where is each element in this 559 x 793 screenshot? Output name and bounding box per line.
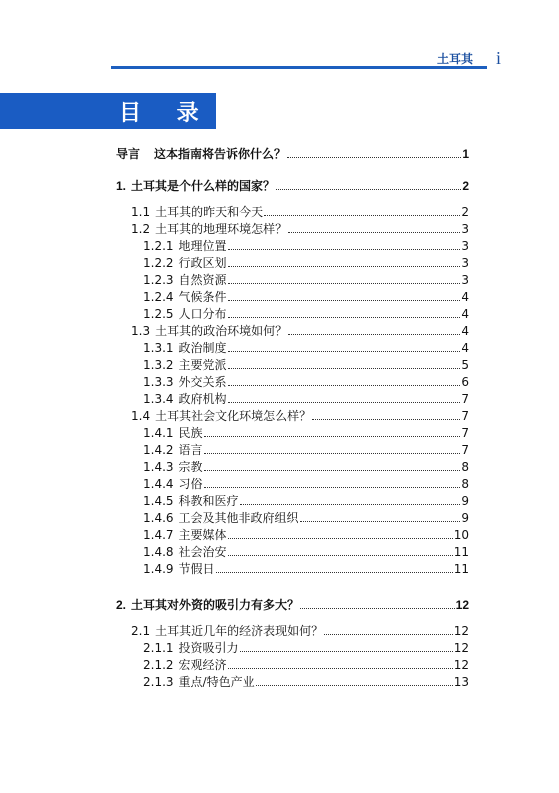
leader-dots	[256, 674, 453, 686]
toc-entry-page: 8	[461, 477, 469, 491]
running-header-title: 土耳其	[436, 52, 473, 66]
leader-dots	[228, 657, 453, 669]
toc-entry-number: 1.4.9	[143, 562, 174, 576]
toc-entry-title: 土耳其近几年的经济表现如何？	[155, 624, 324, 638]
toc-entry[interactable]	[0, 374, 559, 391]
toc-entry-page: 11	[453, 562, 469, 576]
leader-dots	[228, 340, 461, 352]
toc-entry-title: 重点/特色产业	[178, 675, 255, 689]
toc-entry-page: 9	[461, 511, 469, 525]
leader-dots	[240, 493, 461, 505]
toc-entry-number: 1.4.4	[143, 477, 174, 491]
leader-dots	[324, 623, 453, 635]
toc-entry[interactable]	[0, 221, 559, 238]
toc-entry-number: 1.2.5	[143, 307, 174, 321]
toc-entry-number: 1.1	[131, 205, 151, 219]
toc-entry-title: 土耳其的地理环境怎样？	[155, 222, 288, 236]
toc-entry[interactable]	[0, 272, 559, 289]
toc-entry[interactable]	[0, 306, 559, 323]
leader-dots	[228, 255, 461, 267]
toc-entry-title: 政府机构	[178, 392, 227, 406]
toc-entry-page: 3	[461, 273, 469, 287]
toc-entry[interactable]	[0, 510, 559, 527]
toc-entry-page: 4	[461, 324, 469, 338]
toc-entry-number: 2.1.2	[143, 658, 174, 672]
toc-entry-number: 1.2	[131, 222, 151, 236]
toc-entry-title: 地理位置	[178, 239, 227, 253]
leader-dots	[228, 238, 461, 250]
toc-entry-number: 2.	[116, 598, 127, 612]
toc-entry-number: 1.4.8	[143, 545, 174, 559]
toc-entry-title: 土耳其是个什么样的国家？	[131, 179, 276, 193]
toc-entry-title: 科教和医疗	[178, 494, 239, 508]
toc-entry-page: 9	[461, 494, 469, 508]
toc-entry-title: 投资吸引力	[178, 641, 239, 655]
toc-entry-number: 1.2.4	[143, 290, 174, 304]
leader-dots	[300, 597, 455, 609]
toc-entry[interactable]	[0, 425, 559, 442]
toc-entry-title: 土耳其的政治环境如何？	[155, 324, 288, 338]
toc-entry-page: 3	[461, 239, 469, 253]
toc-entry-number: 1.4.1	[143, 426, 174, 440]
toc-entry[interactable]	[0, 674, 559, 691]
toc-entry[interactable]	[0, 357, 559, 374]
toc-entry-title: 宗教	[178, 460, 203, 474]
toc-entry-title: 政治制度	[178, 341, 227, 355]
leader-dots	[216, 561, 453, 573]
toc-entry[interactable]	[0, 340, 559, 357]
leader-dots	[228, 272, 461, 284]
toc-entry-page: 7	[461, 392, 469, 406]
toc-entry-page: 12	[453, 624, 469, 638]
leader-dots	[312, 408, 460, 420]
leader-dots	[240, 640, 453, 652]
toc-entry-number: 1.2.1	[143, 239, 174, 253]
toc-entry-title: 主要媒体	[178, 528, 227, 542]
header-rule	[111, 66, 487, 69]
leader-dots	[204, 476, 461, 488]
toc-entry-number: 1.4.3	[143, 460, 174, 474]
running-header-page-number: i	[495, 48, 501, 68]
toc-entry[interactable]	[0, 623, 559, 640]
toc-entry-title: 习俗	[178, 477, 203, 491]
toc-entry[interactable]	[0, 323, 559, 340]
leader-dots	[276, 178, 461, 190]
toc-entry[interactable]	[0, 178, 559, 195]
toc-entry-page: 12	[455, 598, 469, 612]
toc-entry-page: 12	[453, 658, 469, 672]
toc-entry[interactable]	[0, 597, 559, 614]
toc-entry[interactable]	[0, 459, 559, 476]
leader-dots	[228, 289, 461, 301]
toc-entry-page: 2	[462, 179, 469, 193]
leader-dots	[288, 221, 460, 233]
leader-dots	[264, 204, 460, 216]
toc-entry[interactable]	[0, 146, 559, 163]
toc-entry-page: 1	[462, 147, 469, 161]
toc-entry-page: 4	[461, 341, 469, 355]
toc-entry-number: 导言	[116, 147, 141, 161]
toc-entry[interactable]	[0, 408, 559, 425]
toc-entry-page: 8	[461, 460, 469, 474]
toc-entry-title: 自然资源	[178, 273, 227, 287]
leader-dots	[300, 510, 461, 522]
toc-entry-number: 1.4.7	[143, 528, 174, 542]
toc-entry[interactable]	[0, 204, 559, 221]
toc-entry-page: 7	[461, 409, 469, 423]
toc-entry[interactable]	[0, 255, 559, 272]
leader-dots	[228, 374, 461, 386]
toc-entry-title: 外交关系	[178, 375, 227, 389]
toc-heading: 目 录	[119, 101, 213, 126]
toc-entry-number: 1.4.5	[143, 494, 174, 508]
toc-entry-number: 1.4	[131, 409, 151, 423]
leader-dots	[228, 544, 453, 556]
toc-entry-page: 7	[461, 426, 469, 440]
toc-entry-number: 1.3	[131, 324, 151, 338]
toc-entry-title: 土耳其的昨天和今天	[155, 205, 264, 219]
toc-entry-page: 10	[453, 528, 469, 542]
toc-entry-page: 6	[461, 375, 469, 389]
toc-entry-title: 气候条件	[178, 290, 227, 304]
leader-dots	[288, 323, 460, 335]
toc-entry-title: 社会治安	[178, 545, 227, 559]
toc-entry-number: 1.4.2	[143, 443, 174, 457]
toc-entry-title: 人口分布	[178, 307, 227, 321]
toc-entry[interactable]	[0, 561, 559, 578]
toc-entry-number: 2.1.1	[143, 641, 174, 655]
toc-entry-title: 节假日	[178, 562, 215, 576]
toc-entry-page: 4	[461, 290, 469, 304]
toc-entry-number: 2.1	[131, 624, 151, 638]
toc-heading-box	[0, 93, 216, 129]
toc-entry-title: 民族	[178, 426, 203, 440]
toc-entry[interactable]	[0, 238, 559, 255]
toc-entry-title: 土耳其社会文化环境怎么样？	[155, 409, 312, 423]
leader-dots	[287, 146, 461, 158]
toc-entry-page: 7	[461, 443, 469, 457]
toc-entry-title: 工会及其他非政府组织	[178, 511, 299, 525]
toc-entry-title: 宏观经济	[178, 658, 227, 672]
toc-entry-title: 行政区划	[178, 256, 227, 270]
toc-entry[interactable]	[0, 544, 559, 561]
toc-entry-page: 11	[453, 545, 469, 559]
toc-entry-number: 1.2.3	[143, 273, 174, 287]
toc-entry-number: 1.2.2	[143, 256, 174, 270]
toc-entry-title: 土耳其对外资的吸引力有多大？	[131, 598, 300, 612]
toc-entry-title: 语言	[178, 443, 203, 457]
toc-entry-page: 12	[453, 641, 469, 655]
toc-entry-page: 3	[461, 222, 469, 236]
leader-dots	[228, 357, 461, 369]
toc-entry-number: 2.1.3	[143, 675, 174, 689]
toc-entry[interactable]	[0, 289, 559, 306]
toc-entry-page: 3	[461, 256, 469, 270]
leader-dots	[204, 425, 461, 437]
toc-entry-page: 13	[453, 675, 469, 689]
toc-entry-title: 这本指南将告诉你什么？	[154, 147, 287, 161]
toc-entry[interactable]	[0, 640, 559, 657]
toc-entry[interactable]	[0, 391, 559, 408]
leader-dots	[228, 306, 461, 318]
toc-entry-page: 2	[461, 205, 469, 219]
toc-entry-title: 主要党派	[178, 358, 227, 372]
toc-entry[interactable]	[0, 493, 559, 510]
toc-entry[interactable]	[0, 442, 559, 459]
leader-dots	[228, 527, 453, 539]
toc-entry-number: 1.	[116, 179, 127, 193]
toc-entry-page: 5	[461, 358, 469, 372]
toc-entry[interactable]	[0, 657, 559, 674]
toc-entry[interactable]	[0, 527, 559, 544]
leader-dots	[228, 391, 461, 403]
toc-entry-page: 4	[461, 307, 469, 321]
toc-entry-number: 1.3.4	[143, 392, 174, 406]
toc-entry-number: 1.3.1	[143, 341, 174, 355]
toc-entry[interactable]	[0, 476, 559, 493]
toc-entry-number: 1.3.3	[143, 375, 174, 389]
toc-entry-number: 1.4.6	[143, 511, 174, 525]
leader-dots	[204, 459, 461, 471]
leader-dots	[204, 442, 461, 454]
toc-entry-number: 1.3.2	[143, 358, 174, 372]
